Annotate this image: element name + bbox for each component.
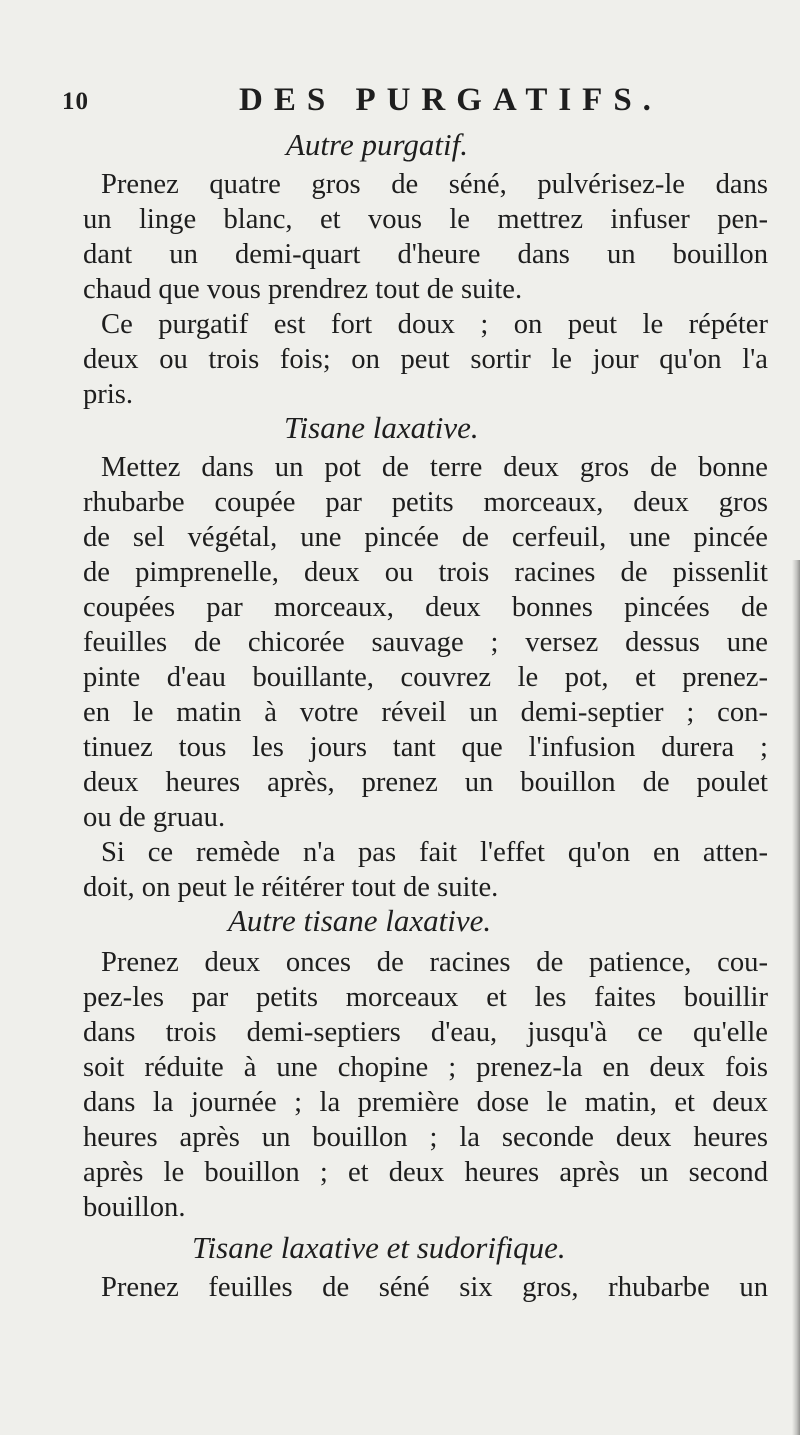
text-line: tinuez tous les jours tant que l'infusion durera ; [83, 732, 768, 763]
text-line: dans la journée ; la première dose le matin, et deux [83, 1087, 768, 1118]
text-line: Si ce remède n'a pas fait l'effet qu'on en atten- [101, 837, 768, 868]
paragraph [83, 835, 768, 905]
text-line: bouillon. [83, 1192, 186, 1223]
text-line: dant un demi-quart d'heure dans un bouillon [83, 239, 768, 270]
text-line: ou de gruau. [83, 802, 226, 833]
text-line: rhubarbe coupée par petits morceaux, deux gros [83, 487, 768, 518]
text-line: doit, on peut le réitérer tout de suite. [83, 872, 499, 903]
text-line: pinte d'eau bouillante, couvrez le pot, et prenez- [83, 662, 768, 693]
running-title: DES PURGATIFS. [239, 82, 662, 118]
text-line: Mettez dans un pot de terre deux gros de bonne [101, 452, 768, 483]
text-line: de pimprenelle, deux ou trois racines de pissenlit [83, 557, 768, 588]
text-line: en le matin à votre réveil un demi-septier ; con- [83, 697, 768, 728]
text-line: Prenez deux onces de racines de patience, cou- [101, 947, 768, 978]
text-line: coupées par morceaux, deux bonnes pincées de [83, 592, 768, 623]
text-line: dans trois demi-septiers d'eau, jusqu'à ce qu'elle [83, 1017, 768, 1048]
section-heading-tisane-laxative: Tisane laxative. [284, 410, 479, 445]
text-line: deux heures après, prenez un bouillon de poulet [83, 767, 768, 798]
page-header [62, 82, 762, 122]
paragraph [83, 167, 768, 307]
paragraph [83, 1270, 768, 1305]
text-line: soit réduite à une chopine ; prenez-la en deux fois [83, 1052, 768, 1083]
text-line: deux ou trois fois; on peut sortir le jour qu'on l'a [83, 344, 768, 375]
text-line: chaud que vous prendrez tout de suite. [83, 274, 523, 305]
section-heading-autre-tisane-laxative: Autre tisane laxative. [228, 903, 492, 938]
paragraph [83, 307, 768, 412]
paragraph [83, 450, 768, 835]
page-number: 10 [62, 88, 89, 115]
text-line: Prenez feuilles de séné six gros, rhubarbe un [101, 1272, 768, 1303]
paragraph [83, 945, 768, 1225]
text-line: pez-les par petits morceaux et les faites bouillir [83, 982, 768, 1013]
text-line: heures après un bouillon ; la seconde deux heures [83, 1122, 768, 1153]
section-heading-tisane-laxative-sudorifique: Tisane laxative et sudorifique. [192, 1230, 566, 1265]
text-line: après le bouillon ; et deux heures après un second [83, 1157, 768, 1188]
text-line: Ce purgatif est fort doux ; on peut le répéter [101, 309, 768, 340]
text-line: pris. [83, 379, 134, 410]
text-line: de sel végétal, une pincée de cerfeuil, une pincée [83, 522, 768, 553]
text-line: un linge blanc, et vous le mettrez infuser pen- [83, 204, 768, 235]
section-heading-autre-purgatif: Autre purgatif. [286, 127, 468, 162]
page-edge-shadow [792, 560, 800, 1435]
text-line: feuilles de chicorée sauvage ; versez dessus une [83, 627, 768, 658]
text-line: Prenez quatre gros de séné, pulvérisez-le dans [101, 169, 768, 200]
